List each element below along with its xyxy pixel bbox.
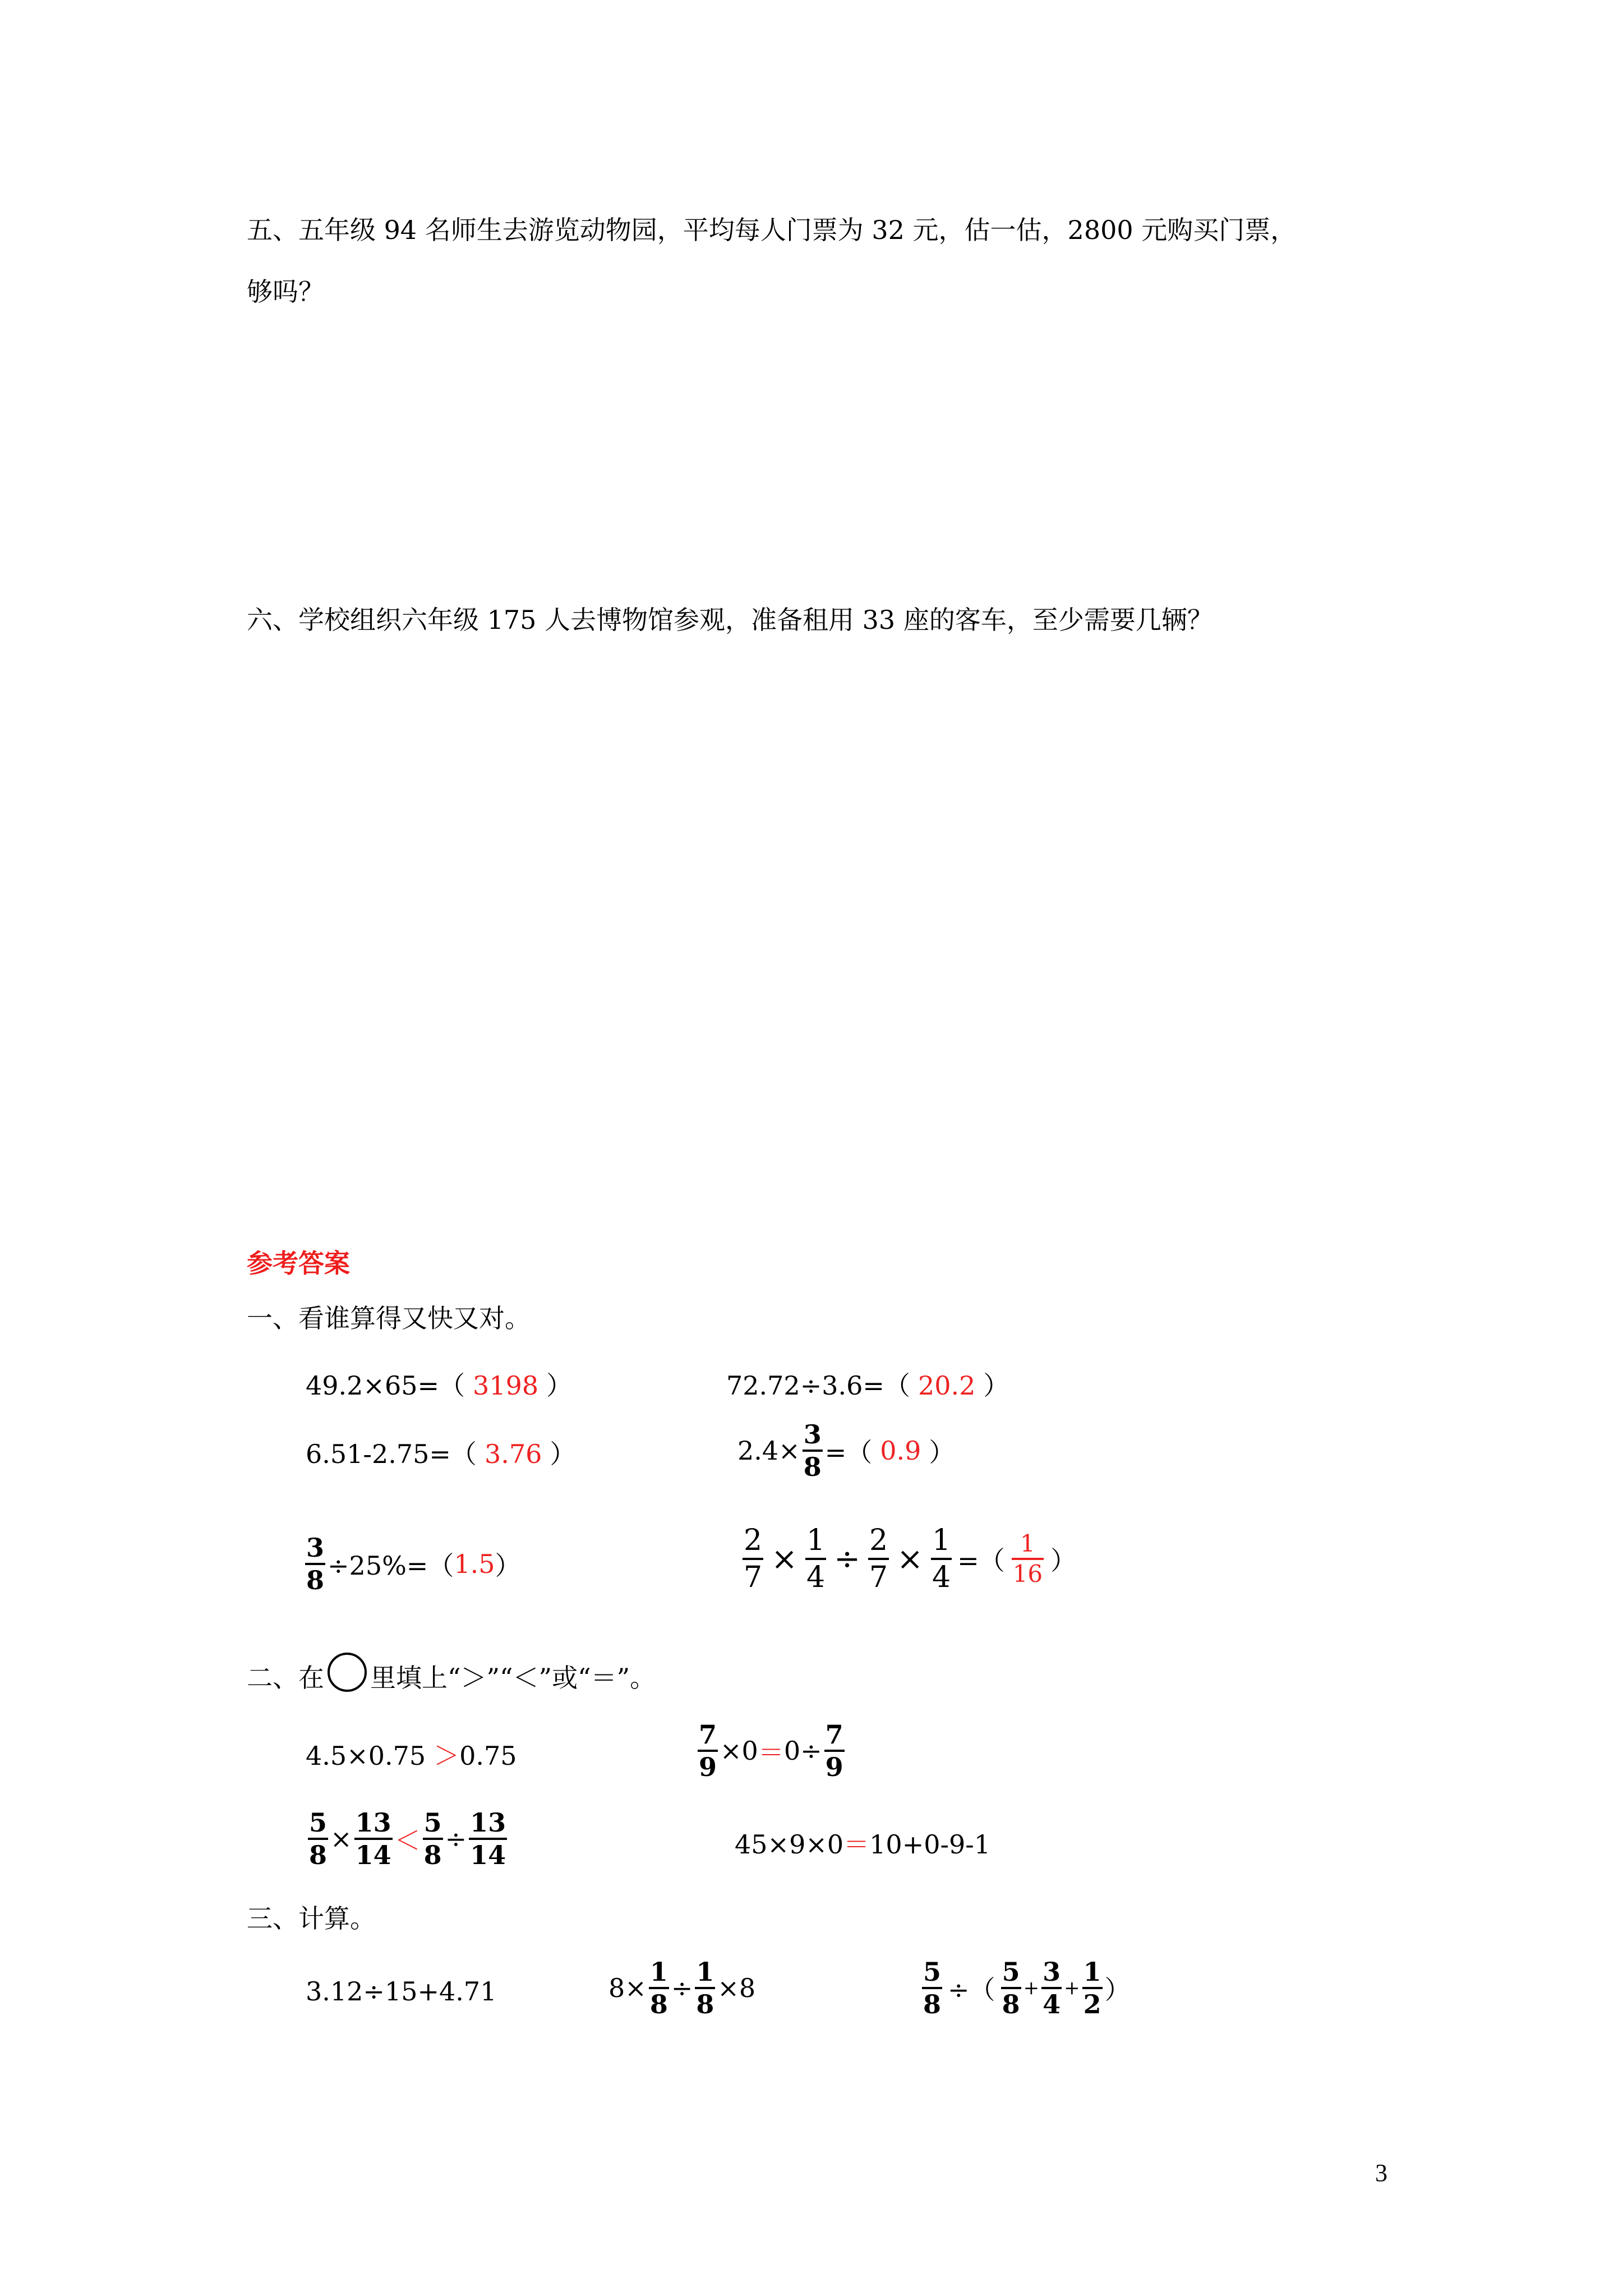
s2-q3-fraction-4: [469, 1807, 507, 1870]
fraction-numerator: 2: [744, 1524, 763, 1557]
fraction-numerator: 3: [306, 1533, 325, 1563]
fraction-denominator: 8: [649, 1989, 668, 2019]
s1-q1: [306, 1369, 572, 1402]
s2-q4-right: 10+0-9-1: [869, 1829, 991, 1860]
s3-q1: 3.12÷15+4.71: [306, 1976, 497, 2007]
s2-q2-right: 0÷: [783, 1736, 822, 1766]
fraction-denominator: 8: [1002, 1989, 1020, 2019]
s3-q2-op: ÷: [671, 1973, 693, 2003]
fraction-denominator: 4: [1043, 1989, 1061, 2019]
s1-q6-op3: ×: [897, 1540, 924, 1577]
s3-q2-pre: 8×: [608, 1973, 647, 2003]
s1-q5-rest: ÷25%=（: [328, 1550, 454, 1581]
s3-q2-fraction-2: [695, 1957, 715, 2019]
s3-q3-plus-1: +: [1023, 1977, 1040, 1999]
s2-q3: [306, 1807, 509, 1870]
s3-q2: [608, 1957, 755, 2019]
s1-q6-close: ）: [1050, 1545, 1077, 1576]
fraction-denominator: 4: [932, 1561, 951, 1594]
s1-q5-answer: 1.5: [454, 1549, 495, 1579]
s2-q2-sign: ＝: [758, 1737, 784, 1768]
fraction-denominator: 16: [1012, 1560, 1043, 1588]
s1-q6-fraction-4: [931, 1523, 952, 1595]
s1-q6-fraction-3: [868, 1523, 889, 1595]
fraction-numerator: 5: [423, 1807, 442, 1838]
s2-q3-fraction-1: [308, 1807, 328, 1870]
problem-5-line-1: 五、五年级 94 名师生去游览动物园，平均每人门票为 32 元，估一估，2800 元购买门票，: [247, 215, 1297, 245]
section-1-heading: 一、看谁算得又快又对。: [247, 1303, 531, 1333]
s1-q3-answer: 3.76: [484, 1439, 542, 1469]
fraction-denominator: 9: [825, 1752, 843, 1782]
section-2-heading: [247, 1660, 656, 1700]
s3-q3-op: ÷（: [948, 1975, 995, 2005]
fraction-numerator: 1: [649, 1957, 668, 1987]
s1-q6-op2: ÷: [834, 1540, 861, 1577]
s1-q4-fraction: [803, 1419, 823, 1482]
s2-q1: [306, 1739, 517, 1773]
fraction-denominator: 7: [744, 1561, 763, 1594]
fraction-denominator: 9: [699, 1752, 717, 1782]
s2-q3-sign: ＜: [394, 1825, 421, 1856]
s2-q4: [735, 1828, 990, 1861]
s3-q3: [920, 1957, 1131, 2019]
s1-q3-expr: 6.51-2.75=（: [306, 1439, 477, 1469]
s3-q3-fraction-3: [1041, 1957, 1062, 2019]
s1-q5: [303, 1533, 521, 1595]
fraction-numerator: 2: [869, 1524, 888, 1557]
s2-q1-right: 0.75: [459, 1741, 517, 1771]
s1-q1-answer: 3198: [473, 1370, 539, 1401]
s1-q1-close: ）: [546, 1370, 573, 1401]
s1-q6: [740, 1523, 1076, 1595]
s2-q2-fraction-2: [824, 1719, 845, 1782]
s1-q2: [726, 1369, 1009, 1402]
s1-q2-close: ）: [983, 1370, 1009, 1401]
s1-q6-answer: [1012, 1530, 1044, 1588]
fraction-numerator: 5: [309, 1807, 328, 1838]
fraction-denominator: 14: [355, 1840, 391, 1870]
s3-q2-post: ×8: [717, 1973, 756, 2003]
fraction-numerator: 5: [1002, 1957, 1020, 1987]
page-number: 3: [1375, 2159, 1387, 2187]
s2-q4-sign: ＝: [843, 1829, 870, 1860]
problem-6: 六、学校组织六年级 175 人去博物馆参观，准备租用 33 座的客车，至少需要几辆？: [247, 605, 1213, 635]
fraction-denominator: 14: [470, 1840, 506, 1870]
fraction-numerator: 13: [470, 1807, 506, 1838]
s1-q3: [306, 1437, 575, 1471]
answers-title: 参考答案: [247, 1248, 350, 1278]
s1-q4-answer: 0.9: [880, 1435, 921, 1466]
fraction-numerator: 1: [1083, 1957, 1101, 1987]
fraction-numerator: 13: [355, 1807, 391, 1838]
s2-q4-left: 45×9×0: [735, 1829, 844, 1860]
fraction-numerator: 1: [806, 1524, 826, 1557]
fraction-numerator: 5: [923, 1957, 942, 1987]
s1-q4-pre: 2.4×: [737, 1435, 800, 1466]
fraction-numerator: 3: [803, 1419, 822, 1450]
s3-q3-close: ）: [1104, 1975, 1131, 2005]
s1-q6-eq: =（: [957, 1545, 1005, 1576]
fraction-denominator: 8: [923, 1989, 942, 2019]
fraction-numerator: 7: [699, 1719, 717, 1750]
s1-q6-fraction-1: [743, 1523, 763, 1595]
s1-q4-eq: =（: [824, 1437, 873, 1467]
s3-q3-fraction-1: [922, 1957, 942, 2019]
circle-blank-icon: [328, 1653, 367, 1692]
s3-q2-fraction-1: [649, 1957, 669, 2019]
fraction-denominator: 8: [309, 1840, 328, 1870]
s1-q6-fraction-2: [805, 1523, 826, 1595]
fraction-denominator: 2: [1083, 1989, 1101, 2019]
s1-q2-answer: 20.2: [917, 1370, 976, 1401]
s1-q3-close: ）: [550, 1439, 576, 1469]
s2-q2-mid: ×0: [720, 1736, 758, 1766]
s3-q3-fraction-4: [1082, 1957, 1103, 2019]
s2-q3-fraction-3: [423, 1807, 443, 1870]
s1-q5-close: ）: [495, 1550, 521, 1581]
s1-q5-fraction: [305, 1533, 325, 1595]
fraction-numerator: 3: [1043, 1957, 1061, 1987]
fraction-denominator: 7: [869, 1561, 888, 1594]
s1-q6-op1: ×: [771, 1540, 798, 1577]
s2-q2-fraction-1: [698, 1719, 718, 1782]
fraction-denominator: 4: [806, 1561, 826, 1594]
s3-q3-plus-2: +: [1064, 1977, 1080, 1999]
s2-heading-pre: 二、在: [247, 1663, 324, 1693]
s2-q1-sign: ＞: [434, 1741, 460, 1771]
fraction-denominator: 8: [803, 1452, 822, 1482]
section-3-heading: 三、计算。: [247, 1903, 376, 1934]
s2-q2: [695, 1719, 847, 1782]
s2-heading-post: 里填上“＞”“＜”或“＝”。: [370, 1663, 656, 1693]
fraction-numerator: 7: [825, 1719, 843, 1750]
s1-q4: [737, 1419, 955, 1482]
fraction-denominator: 8: [306, 1565, 325, 1595]
s2-q1-left: 4.5×0.75: [306, 1741, 426, 1771]
problem-5-line-2: 够吗？: [247, 277, 324, 307]
s1-q1-expr: 49.2×65=（: [306, 1370, 465, 1401]
s1-q2-expr: 72.72÷3.6=（: [726, 1370, 910, 1401]
s2-q3-op1: ×: [330, 1824, 352, 1854]
fraction-numerator: 1: [696, 1957, 714, 1987]
fraction-denominator: 8: [696, 1989, 714, 2019]
s2-q3-op2: ÷: [445, 1824, 467, 1854]
s2-q3-fraction-2: [354, 1807, 393, 1870]
fraction-numerator: 1: [1020, 1530, 1035, 1557]
fraction-denominator: 8: [423, 1840, 442, 1870]
s3-q3-fraction-2: [1001, 1957, 1021, 2019]
fraction-numerator: 1: [932, 1524, 951, 1557]
s1-q4-close: ）: [929, 1437, 955, 1467]
